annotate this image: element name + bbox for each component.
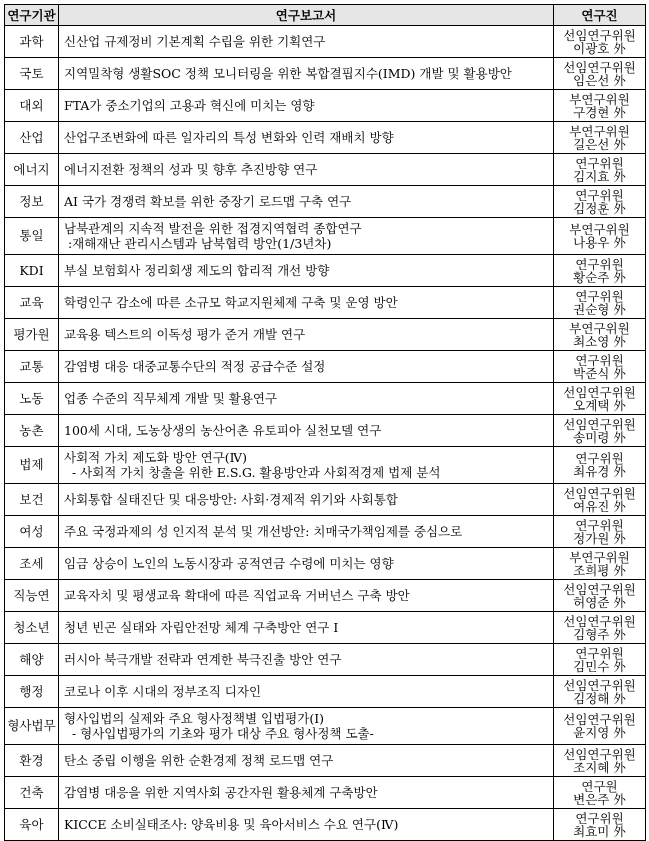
report-title-line: 사회적 가치 제도화 방안 연구(Ⅳ) [64,450,248,465]
column-header-report: 연구보고서 [59,5,554,26]
researcher-position: 선임연구위원 [563,416,636,432]
report-title-cell [59,154,554,186]
report-title-line: 감염병 대응 대중교통수단의 적정 공급수준 설정 [64,359,326,374]
institution-cell: 직능연 [5,580,59,612]
report-title-cell [59,122,554,154]
report-title-cell [59,287,554,319]
researchers-cell [554,447,646,484]
institution-cell: 여성 [5,516,59,548]
table-row [5,516,646,548]
researcher-name: 김지효 外 [573,168,626,184]
report-title-cell [59,415,554,447]
table-body [5,26,646,841]
institution-cell: 평가원 [5,319,59,351]
report-title-line: 남북관계의 지속적 발전을 위한 접경지역협력 종합연구 [64,221,362,236]
researcher-name: 권순형 外 [573,301,626,317]
researcher-name: 최유경 外 [573,464,626,479]
report-title-line: 코로나 이후 시대의 정부조직 디자인 [64,684,262,699]
institution-cell: 청소년 [5,612,59,644]
researcher-position: 연구원 [581,778,618,794]
researcher-position: 연구위원 [575,288,624,304]
researcher-name: 길은선 外 [573,136,626,152]
report-title-line: KICCE 소비실태조사: 양육비용 및 육아서비스 수요 연구(Ⅳ) [64,817,399,832]
institution-cell: 노동 [5,383,59,415]
institution-cell: 교육 [5,287,59,319]
table-row [5,218,646,255]
report-title-cell [59,319,554,351]
report-title-cell [59,186,554,218]
researcher-name: 김정훈 外 [573,200,626,216]
researchers-cell [554,676,646,708]
report-title-cell [59,612,554,644]
researcher-position: 연구위원 [575,810,624,826]
institution-cell: 행정 [5,676,59,708]
researcher-name: 송미령 外 [573,429,626,445]
researchers-cell [554,218,646,255]
table-row [5,484,646,516]
table-row [5,287,646,319]
researcher-position: 선임연구위원 [563,485,636,501]
researcher-name: 김민수 外 [573,658,626,674]
research-report-table [4,4,646,841]
report-title-cell [59,708,554,745]
report-title-line: 탄소 중립 이행을 위한 순환경제 정책 로드맵 연구 [64,753,334,768]
report-title-cell [59,58,554,90]
researcher-name: 오계택 外 [573,397,626,413]
institution-cell: 산업 [5,122,59,154]
table-header-row [5,5,646,26]
researcher-position: 연구위원 [575,155,624,171]
researchers-cell [554,708,646,745]
institution-cell: 통일 [5,218,59,255]
researcher-name: 박준식 外 [573,365,626,381]
report-title-cell [59,676,554,708]
report-title-line: 임금 상승이 노인의 노동시장과 공적연금 수령에 미치는 영향 [64,556,394,571]
researcher-name: 최효미 外 [573,823,626,839]
table-row [5,319,646,351]
report-title-line: 신산업 규제정비 기본계획 수립을 위한 기획연구 [64,34,326,49]
report-title-cell [59,745,554,777]
table-row [5,26,646,58]
report-title-line: 교육자치 및 평생교육 확대에 따른 직업교육 거버넌스 구축 방안 [64,588,410,603]
researchers-cell [554,516,646,548]
report-title-cell [59,26,554,58]
institution-cell: 건축 [5,777,59,809]
institution-cell: 해양 [5,644,59,676]
researchers-cell [554,644,646,676]
table-row [5,809,646,841]
institution-cell: 보건 [5,484,59,516]
table-row [5,580,646,612]
table-row [5,548,646,580]
researcher-name: 정가원 外 [573,530,626,546]
report-title-line: 100세 시대, 도농상생의 농산어촌 유토피아 실천모델 연구 [64,423,382,438]
researcher-name: 이광호 外 [573,40,626,56]
table-row [5,777,646,809]
table-row [5,351,646,383]
researcher-position: 연구위원 [575,352,624,368]
researcher-name: 김형주 外 [573,626,626,642]
table-row [5,612,646,644]
institution-cell: 국토 [5,58,59,90]
researchers-cell [554,612,646,644]
table-row [5,90,646,122]
researchers-cell [554,351,646,383]
table-row [5,154,646,186]
researcher-name: 윤지영 外 [573,725,626,740]
researcher-position: 연구위원 [575,256,624,272]
researcher-name: 변은주 外 [573,791,626,807]
column-header-institution: 연구기관 [5,5,59,26]
researcher-position: 선임연구위원 [563,613,636,629]
researchers-cell [554,383,646,415]
report-title-cell [59,548,554,580]
report-title-line: 형사입법의 실제와 주요 형사정책별 입법평가(Ⅰ) [64,711,325,726]
report-title-cell [59,218,554,255]
report-title-cell [59,351,554,383]
researchers-cell [554,777,646,809]
institution-cell: 과학 [5,26,59,58]
report-title-cell [59,516,554,548]
report-title-line: 사회통합 실태진단 및 대응방안: 사회·경제적 위기와 사회통합 [64,492,398,507]
researchers-cell [554,415,646,447]
researcher-name: 허영준 外 [573,594,626,610]
researchers-cell [554,287,646,319]
table-row [5,186,646,218]
report-title-cell [59,777,554,809]
table-row [5,676,646,708]
researcher-name: 조지혜 外 [573,759,626,775]
researcher-name: 구경현 外 [573,104,626,120]
report-title-line: 교육용 텍스트의 이독성 평가 준거 개발 연구 [64,327,306,342]
researcher-position: 선임연구위원 [563,384,636,400]
report-title-line: 지역밀착형 생활SOC 정책 모니터링을 위한 복합결핍지수(IMD) 개발 및 활용방안 [64,66,512,81]
table-row [5,745,646,777]
research-report-table-document [4,4,645,841]
researcher-position: 선임연구위원 [563,712,636,727]
report-title-line: 청년 빈곤 실태와 자립안전망 체계 구축방안 연구 Ⅰ [64,620,339,635]
report-title-cell [59,255,554,287]
table-row [5,383,646,415]
institution-cell: KDI [5,255,59,287]
researcher-position: 연구위원 [575,451,624,466]
researcher-position: 부연구위원 [569,123,630,139]
column-header-researchers: 연구진 [554,5,646,26]
table-row [5,708,646,745]
researcher-name: 김정해 外 [573,690,626,706]
researcher-position: 부연구위원 [569,320,630,336]
researcher-name: 최소영 外 [573,333,626,349]
report-title-line: 러시아 북극개발 전략과 연계한 북극진출 방안 연구 [64,652,342,667]
researcher-position: 연구위원 [575,517,624,533]
researcher-position: 연구위원 [575,645,624,661]
report-subtitle-line: :재해재난 관리시스템과 남북협력 방안(1/3년차) [64,236,332,251]
institution-cell: 대외 [5,90,59,122]
researcher-position: 선임연구위원 [563,677,636,693]
researcher-name: 임은선 外 [573,72,626,88]
researchers-cell [554,26,646,58]
researchers-cell [554,484,646,516]
institution-cell: 육아 [5,809,59,841]
researchers-cell [554,319,646,351]
researcher-name: 조희평 外 [573,562,626,578]
institution-cell: 정보 [5,186,59,218]
report-title-line: 부실 보험회사 정리회생 제도의 합리적 개선 방향 [64,263,330,278]
researcher-position: 선임연구위원 [563,581,636,597]
report-title-line: 산업구조변화에 따른 일자리의 특성 변화와 인력 재배치 방향 [64,130,394,145]
table-row [5,122,646,154]
report-title-cell [59,484,554,516]
researchers-cell [554,255,646,287]
institution-cell: 형사법무 [5,708,59,745]
institution-cell: 교통 [5,351,59,383]
table-row [5,644,646,676]
report-title-line: 주요 국정과제의 성 인지적 분석 및 개선방안: 치매국가책임제를 중심으로 [64,524,463,539]
report-subtitle-line: - 형사입법평가의 기초와 평가 대상 주요 형사정책 도출- [64,726,374,741]
report-title-line: 에너지전환 정책의 성과 및 향후 추진방향 연구 [64,162,318,177]
researcher-position: 부연구위원 [569,222,630,237]
researchers-cell [554,745,646,777]
researchers-cell [554,154,646,186]
researchers-cell [554,580,646,612]
report-title-line: AI 국가 경쟁력 확보를 위한 중장기 로드맵 구축 연구 [64,194,352,209]
institution-cell: 법제 [5,447,59,484]
report-title-cell [59,90,554,122]
researchers-cell [554,548,646,580]
researcher-position: 선임연구위원 [563,746,636,762]
report-title-line: 업종 수준의 직무체계 개발 및 활용연구 [64,391,278,406]
institution-cell: 에너지 [5,154,59,186]
report-title-line: FTA가 중소기업의 고용과 혁신에 미치는 영향 [64,98,315,113]
researcher-position: 선임연구위원 [563,27,636,43]
table-row [5,58,646,90]
institution-cell: 조세 [5,548,59,580]
report-subtitle-line: - 사회적 가치 창출을 위한 E.S.G. 활용방안과 사회적경제 법제 분석 [64,465,441,480]
researchers-cell [554,122,646,154]
researcher-position: 선임연구위원 [563,59,636,75]
researcher-position: 부연구위원 [569,549,630,565]
report-title-cell [59,809,554,841]
researcher-name: 황순주 外 [573,269,626,285]
report-title-cell [59,447,554,484]
table-row [5,447,646,484]
report-title-line: 학령인구 감소에 따른 소규모 학교지원체제 구축 및 운영 방안 [64,295,398,310]
researcher-name: 여유진 外 [573,498,626,514]
researcher-position: 부연구위원 [569,91,630,107]
researchers-cell [554,186,646,218]
report-title-cell [59,644,554,676]
researchers-cell [554,58,646,90]
table-row [5,415,646,447]
researcher-position: 연구위원 [575,187,624,203]
researcher-name: 나용우 外 [573,235,626,250]
report-title-cell [59,580,554,612]
institution-cell: 환경 [5,745,59,777]
researchers-cell [554,90,646,122]
institution-cell: 농촌 [5,415,59,447]
report-title-line: 감염병 대응을 위한 지역사회 공간자원 활용체계 구축방안 [64,785,378,800]
table-row [5,255,646,287]
researchers-cell [554,809,646,841]
report-title-cell [59,383,554,415]
